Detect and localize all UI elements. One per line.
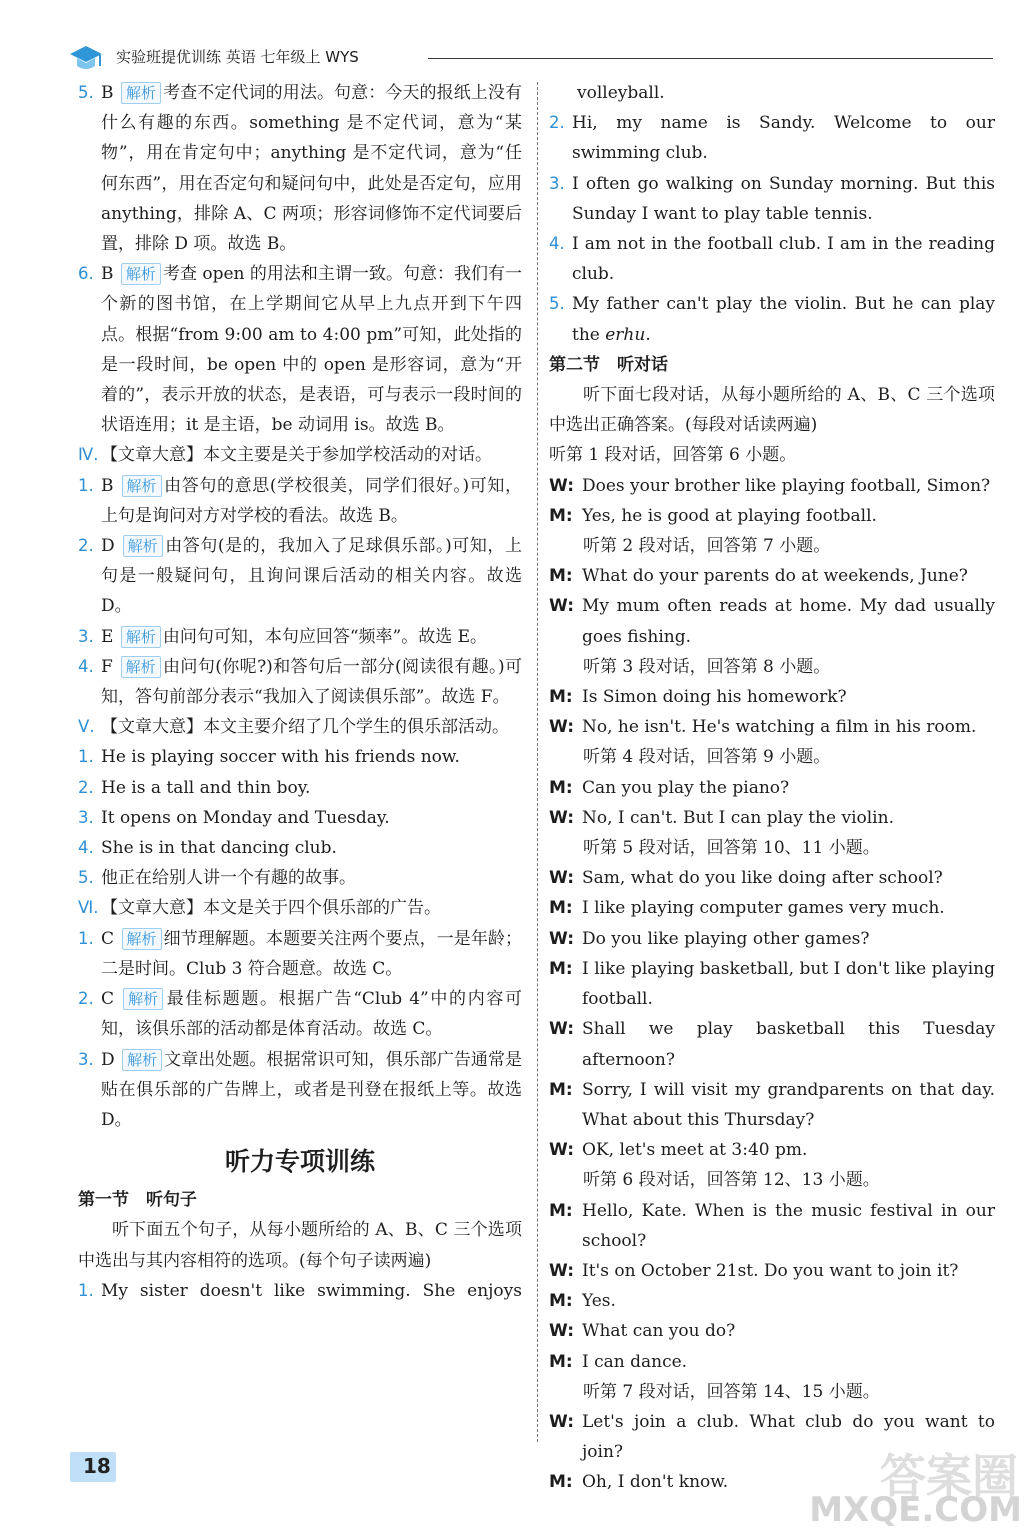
analysis-tag: 解析 xyxy=(122,928,162,950)
transcript-text: Hi, my name is Sandy. Welcome to our swimming club. xyxy=(572,113,995,164)
section-heading: 第一节 听句子 xyxy=(78,1190,197,1211)
dialogue-line xyxy=(549,924,995,954)
item-number: 5. xyxy=(78,83,94,102)
speaker-label: W: xyxy=(549,1321,575,1342)
speaker-label: W: xyxy=(549,717,575,738)
answer-item xyxy=(78,1045,522,1136)
dialogue-line xyxy=(549,712,995,742)
answer-letter: D xyxy=(101,1049,115,1070)
watermark-text: MXQE.COM xyxy=(809,1490,1022,1530)
graduation-cap-icon xyxy=(68,42,104,74)
dialogue-line xyxy=(549,803,995,833)
speaker-label: W: xyxy=(549,807,575,828)
dialogue-line xyxy=(549,561,995,591)
analysis-text: 考查 open 的用法和主谓一致。句意：我们有一个新的图书馆，在上学期间它从早上九点开到下午四点。根据“from 9:00 am to 4:00 pm”可知，此处指的是一段时间，be open 中的 open 是形容词，意为“开着的”，表示开放的状态，是表语，可与表示一段时间的状语连用；it 是主语，be 动词用 is。故选 B。 xyxy=(101,264,523,436)
analysis-tag: 解析 xyxy=(122,1049,162,1071)
transcript-item xyxy=(549,169,995,229)
dialogue-list xyxy=(549,471,995,1498)
dialogue-text: Yes, he is good at playing football. xyxy=(582,505,877,526)
dialogue-text: It's on October 21st. Do you want to join it? xyxy=(582,1260,959,1281)
speaker-label: W: xyxy=(549,1411,575,1432)
transcript-item xyxy=(549,108,995,168)
answer-item xyxy=(78,863,522,893)
speaker-label: M: xyxy=(549,898,573,919)
speaker-label: M: xyxy=(549,1291,573,1312)
watermark-logo: 答案圈 xyxy=(880,1449,1018,1503)
speaker-label: W: xyxy=(549,596,575,617)
dialogue-text: Oh, I don't know. xyxy=(582,1472,729,1493)
dialogue-text: I like playing computer games very much. xyxy=(582,898,945,919)
speaker-label: M: xyxy=(549,687,573,708)
left-column xyxy=(78,78,522,1306)
speaker-label: M: xyxy=(549,505,573,526)
section-heading: 第二节 听对话 xyxy=(549,354,668,375)
item-number: 1. xyxy=(78,1280,94,1300)
speaker-label: M: xyxy=(549,566,573,587)
analysis-text: 由答句(是的，我加入了足球俱乐部。)可知，上句是一般疑问句，且询问课后活动的相关内容。故选 D。 xyxy=(101,536,523,617)
header-rule xyxy=(428,58,993,59)
answer-item xyxy=(78,652,522,712)
speaker-label: M: xyxy=(549,958,573,979)
item-number: 2. xyxy=(78,989,94,1009)
section-summary xyxy=(78,893,522,923)
answer-letter: B xyxy=(101,264,114,285)
speaker-label: M: xyxy=(549,1351,573,1372)
dialogue-text: OK, let's meet at 3:40 pm. xyxy=(582,1140,808,1161)
speaker-label: W: xyxy=(549,1140,575,1161)
item-number: 3. xyxy=(78,807,94,827)
transcript-item xyxy=(549,289,995,349)
dialogue-line xyxy=(549,682,995,712)
answer-letter: D xyxy=(101,536,115,557)
answer-letter: C xyxy=(101,928,115,949)
item-number: 2. xyxy=(78,777,94,797)
speaker-label: W: xyxy=(549,868,575,889)
dialogue-text: Sam, what do you like doing after school? xyxy=(582,868,943,889)
speaker-label: M: xyxy=(549,1472,573,1493)
item-number: 3. xyxy=(78,626,94,646)
item-number: 4. xyxy=(78,838,94,858)
transcript-continuation: volleyball. xyxy=(577,83,665,103)
dialogue-line xyxy=(549,1135,995,1165)
page-header xyxy=(68,38,998,78)
dialogue-text: I can dance. xyxy=(582,1351,688,1372)
section-summary xyxy=(78,440,522,470)
transcript-text: I often go walking on Sunday morning. But this Sunday I want to play table tennis. xyxy=(572,173,995,224)
transcript-text: My father can't play the violin. But he can play the xyxy=(572,294,995,345)
dialogue-line xyxy=(549,1316,995,1346)
dialogue-line xyxy=(549,591,995,651)
listening-title: 听力专项训练 xyxy=(224,1147,375,1177)
item-number: 1. xyxy=(78,928,94,948)
page-number-badge xyxy=(70,1452,118,1484)
answer-letter: E xyxy=(101,626,114,647)
dialogue-line xyxy=(549,501,995,531)
watermark xyxy=(809,1440,1030,1532)
dialogue-text: Can you play the piano? xyxy=(582,777,790,798)
dialogue-text: What can you do? xyxy=(582,1321,736,1342)
analysis-text: 由问句(你呢?)和答句后一部分(阅读很有趣。)可知，答句前部分表示“我加入了阅读俱乐部”。故选 F。 xyxy=(101,656,522,708)
item-number: 6. xyxy=(78,264,94,284)
dialogue-text: Shall we play basketball this Tuesday afternoon? xyxy=(582,1019,995,1070)
listen-instruction: 听第 7 段对话，回答第 14、15 小题。 xyxy=(583,1381,880,1402)
item-number: 4. xyxy=(78,656,94,676)
item-number: 2. xyxy=(78,536,94,556)
answer-text: It opens on Monday and Tuesday. xyxy=(101,807,390,828)
section-instructions: 听下面五个句子，从每小题所给的 A、B、C 三个选项中选出与其内容相符的选项。(每个句子读两遍) xyxy=(78,1220,522,1271)
summary-text: 【文章大意】本文主要介绍了几个学生的俱乐部活动。 xyxy=(101,717,509,738)
dialogue-text: Let's join a club. What club do you want to join? xyxy=(582,1411,995,1463)
dialogue-line xyxy=(549,1256,995,1286)
answer-text: He is a tall and thin boy. xyxy=(101,777,311,798)
answer-item xyxy=(78,803,522,833)
item-number: 2. xyxy=(549,113,565,133)
transcript-text: My sister doesn't like swimming. She enjoys xyxy=(101,1280,522,1301)
analysis-text: 文章出处题。根据常识可知，俱乐部广告通常是贴在俱乐部的广告牌上，或者是刊登在报纸上等。故选 D。 xyxy=(101,1049,523,1130)
page-number: 18 xyxy=(83,1454,111,1478)
speaker-label: W: xyxy=(549,1260,575,1281)
answer-letter: B xyxy=(101,475,114,496)
item-number: 1. xyxy=(78,747,94,767)
dialogue-line xyxy=(549,863,995,893)
dialogue-text: No, he isn't. He's watching a film in his room. xyxy=(582,717,977,738)
speaker-label: M: xyxy=(549,1079,573,1100)
answer-item xyxy=(78,833,522,863)
answer-text: She is in that dancing club. xyxy=(101,838,337,859)
right-column xyxy=(549,78,995,1498)
section-roman: Ⅴ. xyxy=(78,717,95,737)
answer-text: He is playing soccer with his friends now. xyxy=(101,747,460,768)
answer-item xyxy=(78,742,522,772)
analysis-text: 细节理解题。本题要关注两个要点，一是年龄；二是时间。Club 3 符合题意。故选 C。 xyxy=(101,928,523,979)
dialogue-text: Yes. xyxy=(582,1291,616,1312)
item-number: 5. xyxy=(78,868,94,888)
speaker-label: W: xyxy=(549,928,575,949)
dialogue-line xyxy=(549,1286,995,1316)
answer-item xyxy=(78,259,522,440)
transcript-item xyxy=(78,1276,522,1306)
dialogue-line xyxy=(549,773,995,803)
summary-text: 【文章大意】本文主要是关于参加学校活动的对话。 xyxy=(101,445,492,466)
section-roman: Ⅳ. xyxy=(78,445,99,465)
answer-letter: F xyxy=(101,656,113,677)
item-number: 3. xyxy=(78,1049,94,1069)
dialogue-line xyxy=(549,893,995,923)
answer-item xyxy=(78,471,522,531)
transcript-text: I am not in the football club. I am in the reading club. xyxy=(572,234,995,285)
answer-letter: C xyxy=(101,989,115,1010)
listen-instruction: 听第 4 段对话，回答第 9 小题。 xyxy=(583,747,831,768)
analysis-tag: 解析 xyxy=(121,82,161,104)
item-number: 3. xyxy=(549,173,565,193)
dialogue-text: Is Simon doing his homework? xyxy=(582,687,847,708)
analysis-text: 由问句可知，本句应回答“频率”。故选 E。 xyxy=(162,626,488,647)
dialogue-line xyxy=(549,954,995,1014)
listen-instruction: 听第 5 段对话，回答第 10、11 小题。 xyxy=(583,838,880,859)
dialogue-text: Do you like playing other games? xyxy=(582,928,870,949)
listen-instruction: 听第 6 段对话，回答第 12、13 小题。 xyxy=(583,1170,880,1191)
analysis-text: 由答句的意思(学校很美，同学们很好。)可知，上句是询问对方对学校的看法。故选 B。 xyxy=(101,475,523,526)
section-instructions: 听下面七段对话，从每小题所给的 A、B、C 三个选项中选出正确答案。(每段对话读两遍) xyxy=(549,385,995,436)
dialogue-intro: 听第 1 段对话，回答第 6 小题。 xyxy=(549,445,797,466)
dialogue-text: Does your brother like playing football, Simon? xyxy=(582,475,991,496)
dialogue-line xyxy=(549,471,995,501)
answer-item xyxy=(78,78,522,259)
analysis-text: 考查不定代词的用法。句意：今天的报纸上没有什么有趣的东西。something 是不定代词，意为“某物”，用在肯定句中；anything 是不定代词，意为“任何东西”，用在否定句和疑问句中，此处是否定句，应用 anything，排除 A、C 两项；形容词修饰不定代词要后置，排除 D 项。故选 B。 xyxy=(101,83,522,255)
answer-text: 他正在给别人讲一个有趣的故事。 xyxy=(101,868,356,889)
dialogue-text: My mum often reads at home. My dad usually goes fishing. xyxy=(582,596,995,647)
analysis-tag: 解析 xyxy=(121,656,161,678)
answer-letter: B xyxy=(101,83,114,103)
speaker-label: W: xyxy=(549,1019,575,1040)
speaker-label: M: xyxy=(549,1200,573,1221)
listen-instruction: 听第 2 段对话，回答第 7 小题。 xyxy=(583,536,831,557)
analysis-tag: 解析 xyxy=(123,988,163,1010)
dialogue-line xyxy=(549,1075,995,1135)
item-number: 4. xyxy=(549,234,565,254)
answer-item xyxy=(78,924,522,984)
analysis-tag: 解析 xyxy=(123,535,163,557)
dialogue-text: What do your parents do at weekends, June? xyxy=(582,566,968,587)
italic-word: erhu xyxy=(605,324,646,345)
header-title: 实验班提优训练 英语 七年级上 WYS xyxy=(116,48,359,66)
transcript-item xyxy=(549,229,995,289)
summary-text: 【文章大意】本文是关于四个俱乐部的广告。 xyxy=(101,898,441,919)
item-number: 5. xyxy=(549,294,565,314)
section-summary xyxy=(78,712,522,742)
answer-item xyxy=(78,531,522,622)
speaker-label: W: xyxy=(549,475,575,496)
listen-instruction: 听第 3 段对话，回答第 8 小题。 xyxy=(583,656,831,677)
dialogue-text: I like playing basketball, but I don't like playing football. xyxy=(582,958,995,1010)
dialogue-line xyxy=(549,1014,995,1074)
column-divider xyxy=(537,82,538,1442)
section-roman: Ⅵ. xyxy=(78,898,99,918)
analysis-tag: 解析 xyxy=(121,626,161,648)
analysis-tag: 解析 xyxy=(122,475,162,497)
answer-item xyxy=(78,622,522,652)
dialogue-line xyxy=(549,1196,995,1256)
dialogue-text: No, I can't. But I can play the violin. xyxy=(582,807,894,828)
dialogue-text: Sorry, I will visit my grandparents on that day. What about this Thursday? xyxy=(582,1079,995,1130)
dialogue-line xyxy=(549,1347,995,1377)
analysis-text: 最佳标题题。根据广告“Club 4”中的内容可知，该俱乐部的活动都是体育活动。故选 C。 xyxy=(101,989,522,1040)
speaker-label: M: xyxy=(549,777,573,798)
answer-item xyxy=(78,773,522,803)
answer-item xyxy=(78,984,522,1044)
analysis-tag: 解析 xyxy=(121,263,161,285)
dialogue-text: Hello, Kate. When is the music festival in our school? xyxy=(582,1200,995,1251)
sentence-end: . xyxy=(645,324,651,345)
item-number: 1. xyxy=(78,475,94,495)
